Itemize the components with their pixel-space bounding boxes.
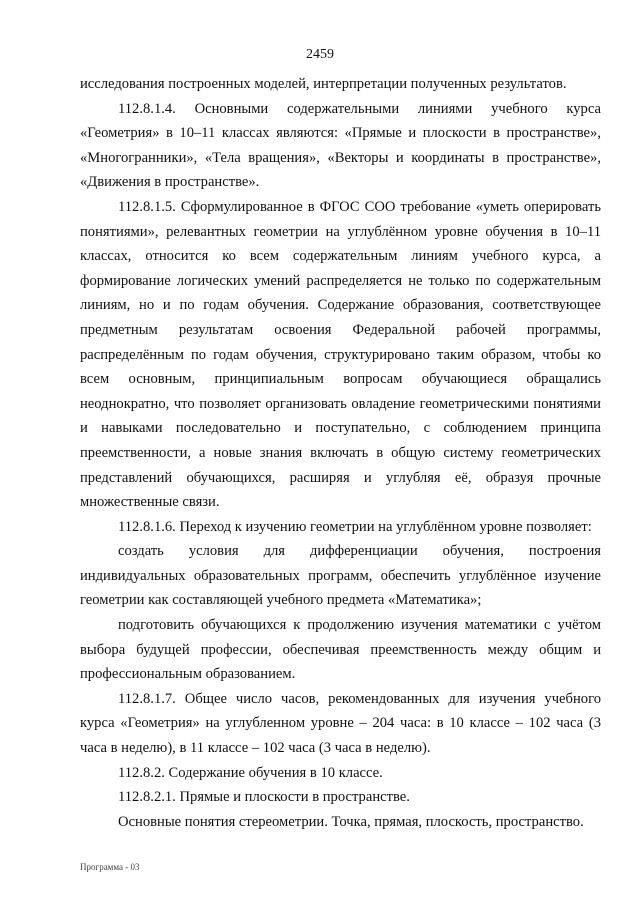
paragraph: 112.8.1.5. Сформулированное в ФГОС СОО требование «уметь оперировать понятиями», релевантных геометрии на углублённом уровне обучения в 10–11 классах, относится ко всем содержательным линиям учебного курса, а формирование логических умений распределяется не только по содержательным линиям, но и по годам обучения. Содержание образования, соответствующее предметным результатам освоения Федеральной рабочей программы, распределённым по годам обучения, структурировано таким образом, чтобы ко всем основным, принципиальным вопросам обучающиеся обращались неоднократно, что позволяет организовать овладение геометрическими понятиями и навыками последовательно и поступательно, с соблюдением принципа преемственности, а новые знания включать в общую систему геометрических представлений обучающихся, расширяя и углубляя её, образуя прочные множественные связи. xyxy=(80,198,601,511)
footer-code: Программа - 03 xyxy=(80,862,140,872)
paragraph: подготовить обучающихся к продолжению изучения математики с учётом выбора будущей профессии, обеспечивая преемственность между общим и профессиональным образованием. xyxy=(80,617,601,683)
paragraph: 112.8.1.6. Переход к изучению геометрии на углублённом уровне позволяет: xyxy=(118,518,592,535)
paragraph: 112.8.1.4. Основными содержательными линиями учебного курса «Геометрия» в 10–11 классах являются: «Прямые и плоскости в пространстве», «Многогранники», «Тела вращения», «Векторы и координаты в пространстве», «Движения в пространстве». xyxy=(80,100,601,191)
paragraph: 112.8.1.7. Общее число часов, рекомендованных для изучения учебного курса «Геометрия» на углубленном уровне – 204 часа: в 10 классе – 102 часа (3 часа в неделю), в 11 классе – 102 часа (3 часа в неделю). xyxy=(80,690,601,757)
paragraph: создать условия для дифференциации обучения, построения индивидуальных образовательных программ, обеспечить углублённое изучение геометрии как составляющей учебного предмета «Математика»; xyxy=(80,543,601,609)
paragraph: 112.8.2. Содержание обучения в 10 классе. xyxy=(118,764,383,781)
paragraph: 112.8.2.1. Прямые и плоскости в пространстве. xyxy=(118,789,410,806)
paragraph: Основные понятия стереометрии. Точка, прямая, плоскость, пространство. xyxy=(118,813,584,830)
paragraph: исследования построенных моделей, интерпретации полученных результатов. xyxy=(80,76,567,92)
document-body xyxy=(80,72,601,834)
page-number: 2459 xyxy=(306,47,334,62)
